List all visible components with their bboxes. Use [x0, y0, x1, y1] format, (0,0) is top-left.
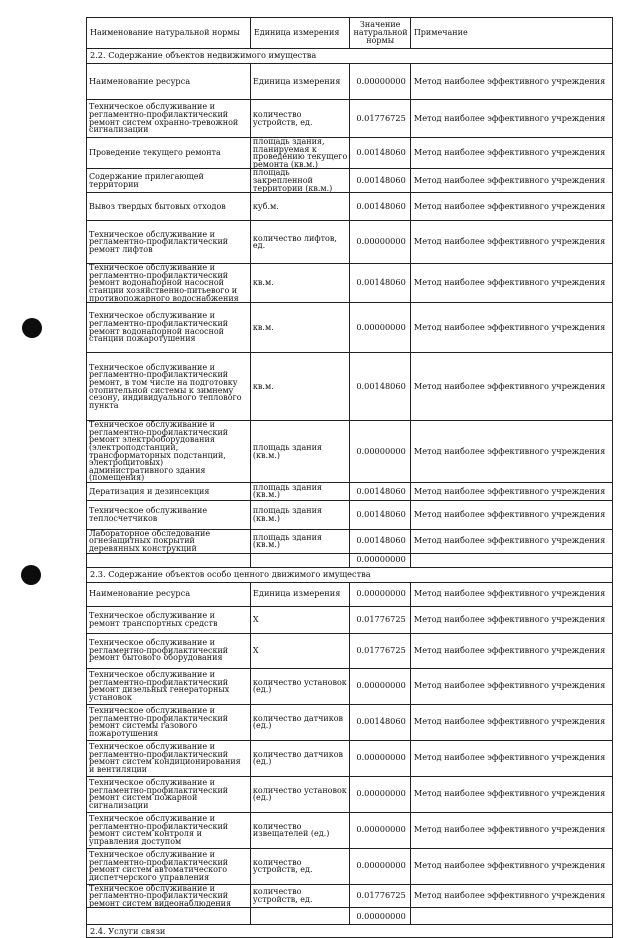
punch-hole	[21, 565, 41, 585]
norm-value: 0.00148060	[350, 529, 410, 553]
note: Метод наиболее эффективного учреждения	[410, 138, 612, 169]
table-header	[87, 18, 613, 49]
note: Метод наиболее эффективного учреждения	[410, 848, 612, 884]
section-title: 2.4. Услуги связи	[87, 925, 613, 938]
unit-of-measure: площадь здания (кв.м.)	[250, 482, 350, 500]
table-row	[87, 264, 613, 303]
note: Метод наиболее эффективного учреждения	[410, 884, 612, 908]
note: Метод наиболее эффективного учреждения	[410, 169, 612, 193]
resource-unit-header: Единица измерения	[250, 582, 350, 606]
section-total: 0.00000000	[350, 553, 410, 567]
unit-of-measure: кв.м.	[250, 264, 350, 303]
table-row	[87, 668, 613, 704]
resource-name: Техническое обслуживание и регламентно-профилактический ремонт систем видеонаблюдения	[87, 884, 251, 908]
unit-of-measure: площадь закрепленной территории (кв.м.)	[250, 169, 350, 193]
resource-name: Техническое обслуживание и регламентно-профилактический ремонт систем контроля и управления доступом	[87, 812, 251, 848]
unit-of-measure: Х	[250, 606, 350, 633]
unit-of-measure: Х	[250, 633, 350, 668]
resource-name: Техническое обслуживание и регламентно-профилактический ремонт систем пожарной сигнализации	[87, 776, 251, 812]
header-value: Значение натуральной нормы	[350, 18, 410, 49]
table-row	[87, 812, 613, 848]
table-row	[87, 740, 613, 776]
table-row	[87, 193, 613, 221]
resource-name-header: Наименование ресурса	[87, 582, 251, 606]
resource-header-row	[87, 64, 613, 100]
unit-of-measure: количество установок (ед.)	[250, 776, 350, 812]
note: Метод наиболее эффективного учреждения	[410, 812, 612, 848]
table-row	[87, 633, 613, 668]
resource-name: Техническое обслуживание и регламентно-профилактический ремонт лифтов	[87, 221, 251, 264]
note: Метод наиболее эффективного учреждения	[410, 264, 612, 303]
empty-cell	[87, 908, 251, 925]
norm-value: 0.00148060	[350, 500, 410, 529]
norm-value: 0.00000000	[350, 668, 410, 704]
norm-value: 0.00000000	[350, 740, 410, 776]
table-row	[87, 353, 613, 421]
resource-note: Метод наиболее эффективного учреждения	[410, 64, 612, 100]
norm-value: 0.00148060	[350, 353, 410, 421]
section-total: 0.00000000	[350, 908, 410, 925]
unit-of-measure: куб.м.	[250, 193, 350, 221]
resource-unit-header: Единица измерения	[250, 64, 350, 100]
unit-of-measure: количество извещателей (ед.)	[250, 812, 350, 848]
empty-cell	[410, 908, 612, 925]
total-row	[87, 908, 613, 925]
section-title: 2.2. Содержание объектов недвижимого имущества	[87, 49, 613, 64]
note: Метод наиболее эффективного учреждения	[410, 606, 612, 633]
note: Метод наиболее эффективного учреждения	[410, 776, 612, 812]
norm-value: 0.00000000	[350, 812, 410, 848]
resource-name: Техническое обслуживание и регламентно-профилактический ремонт, в том числе на подготовку отопительной системы к зимнему сезону, индивидуального теплового пункта	[87, 353, 251, 421]
resource-name: Техническое обслуживание и регламентно-профилактический ремонт водонапорной насосной станции пожаротушения	[87, 303, 251, 353]
resource-name: Техническое обслуживание и регламентно-профилактический ремонт электрооборудования (электроподстанций, трансформаторных подстанций, электрощитовых) административного здания (помещения)	[87, 421, 251, 483]
resource-name: Техническое обслуживание и регламентно-профилактический ремонт системы газового пожаротушения	[87, 704, 251, 740]
table-row	[87, 529, 613, 553]
norm-value: 0.00148060	[350, 138, 410, 169]
norm-value: 0.00148060	[350, 704, 410, 740]
resource-value: 0.00000000	[350, 582, 410, 606]
resource-name: Техническое обслуживание и регламентно-профилактический ремонт систем автоматического диспетчерского управления	[87, 848, 251, 884]
table-row	[87, 169, 613, 193]
unit-of-measure: площадь здания (кв.м.)	[250, 529, 350, 553]
resource-header-row	[87, 582, 613, 606]
resource-name-header: Наименование ресурса	[87, 64, 251, 100]
section-title-row	[87, 925, 613, 938]
note: Метод наиболее эффективного учреждения	[410, 482, 612, 500]
norm-value: 0.00000000	[350, 221, 410, 264]
resource-name: Дератизация и дезинсекция	[87, 482, 251, 500]
resource-name: Техническое обслуживание и регламентно-профилактический ремонт систем кондиционирования и вентиляции	[87, 740, 251, 776]
resource-name: Техническое обслуживание и ремонт транспортных средств	[87, 606, 251, 633]
resource-name: Техническое обслуживание теплосчетчиков	[87, 500, 251, 529]
resource-name: Техническое обслуживание и регламентно-профилактический ремонт систем охранно-тревожной сигнализации	[87, 100, 251, 138]
resource-name: Содержание прилегающей территории	[87, 169, 251, 193]
empty-cell	[410, 553, 612, 567]
table-row	[87, 606, 613, 633]
note: Метод наиболее эффективного учреждения	[410, 668, 612, 704]
norm-value: 0.01776725	[350, 100, 410, 138]
unit-of-measure: кв.м.	[250, 353, 350, 421]
table-row	[87, 221, 613, 264]
table-row	[87, 776, 613, 812]
resource-name: Лабораторное обследование огнезащитных покрытий деревянных конструкций	[87, 529, 251, 553]
empty-cell	[250, 908, 350, 925]
note: Метод наиболее эффективного учреждения	[410, 303, 612, 353]
empty-cell	[250, 553, 350, 567]
unit-of-measure: количество устройств, ед.	[250, 848, 350, 884]
unit-of-measure: количество устройств, ед.	[250, 884, 350, 908]
note: Метод наиболее эффективного учреждения	[410, 740, 612, 776]
note: Метод наиболее эффективного учреждения	[410, 500, 612, 529]
unit-of-measure: количество устройств, ед.	[250, 100, 350, 138]
resource-name: Вывоз твердых бытовых отходов	[87, 193, 251, 221]
table-row	[87, 884, 613, 908]
table-row	[87, 138, 613, 169]
header-note: Примечание	[410, 18, 612, 49]
unit-of-measure: площадь здания, планируемая к проведению текущего ремонта (кв.м.)	[250, 138, 350, 169]
resource-name: Техническое обслуживание и регламентно-профилактический ремонт бытового оборудования	[87, 633, 251, 668]
note: Метод наиболее эффективного учреждения	[410, 221, 612, 264]
table-row	[87, 482, 613, 500]
table-row	[87, 848, 613, 884]
resource-name: Техническое обслуживание и регламентно-профилактический ремонт дизельных генераторных установок	[87, 668, 251, 704]
resource-name: Техническое обслуживание и регламентно-профилактический ремонт водонапорной насосной станции хозяйственно-питьевого и противопожарного водоснабжения	[87, 264, 251, 303]
note: Метод наиболее эффективного учреждения	[410, 704, 612, 740]
table-row	[87, 100, 613, 138]
section-title-row	[87, 49, 613, 64]
unit-of-measure: количество лифтов, ед.	[250, 221, 350, 264]
note: Метод наиболее эффективного учреждения	[410, 193, 612, 221]
norm-value: 0.01776725	[350, 884, 410, 908]
norm-value: 0.00000000	[350, 303, 410, 353]
note: Метод наиболее эффективного учреждения	[410, 633, 612, 668]
note: Метод наиболее эффективного учреждения	[410, 100, 612, 138]
table-row	[87, 500, 613, 529]
unit-of-measure: площадь здания (кв.м.)	[250, 421, 350, 483]
unit-of-measure: кв.м.	[250, 303, 350, 353]
norms-table	[86, 17, 613, 938]
table-row	[87, 704, 613, 740]
header-name: Наименование натуральной нормы	[87, 18, 251, 49]
norm-value: 0.00000000	[350, 421, 410, 483]
section-title-row	[87, 567, 613, 582]
unit-of-measure: количество установок (ед.)	[250, 668, 350, 704]
unit-of-measure: площадь здания (кв.м.)	[250, 500, 350, 529]
punch-hole	[22, 318, 42, 338]
resource-name: Проведение текущего ремонта	[87, 138, 251, 169]
resource-value: 0.00000000	[350, 64, 410, 100]
norm-value: 0.00000000	[350, 776, 410, 812]
table-row	[87, 303, 613, 353]
norm-value: 0.00148060	[350, 169, 410, 193]
norm-value: 0.01776725	[350, 606, 410, 633]
norm-value: 0.01776725	[350, 633, 410, 668]
empty-cell	[87, 553, 251, 567]
norm-value: 0.00148060	[350, 193, 410, 221]
total-row	[87, 553, 613, 567]
table-row	[87, 421, 613, 483]
note: Метод наиболее эффективного учреждения	[410, 353, 612, 421]
unit-of-measure: количество датчиков (ед.)	[250, 704, 350, 740]
header-unit: Единица измерения	[250, 18, 350, 49]
note: Метод наиболее эффективного учреждения	[410, 529, 612, 553]
note: Метод наиболее эффективного учреждения	[410, 421, 612, 483]
resource-note: Метод наиболее эффективного учреждения	[410, 582, 612, 606]
norm-value: 0.00148060	[350, 264, 410, 303]
norm-value: 0.00148060	[350, 482, 410, 500]
section-title: 2.3. Содержание объектов особо ценного движимого имущества	[87, 567, 613, 582]
unit-of-measure: количество датчиков (ед.)	[250, 740, 350, 776]
norm-value: 0.00000000	[350, 848, 410, 884]
